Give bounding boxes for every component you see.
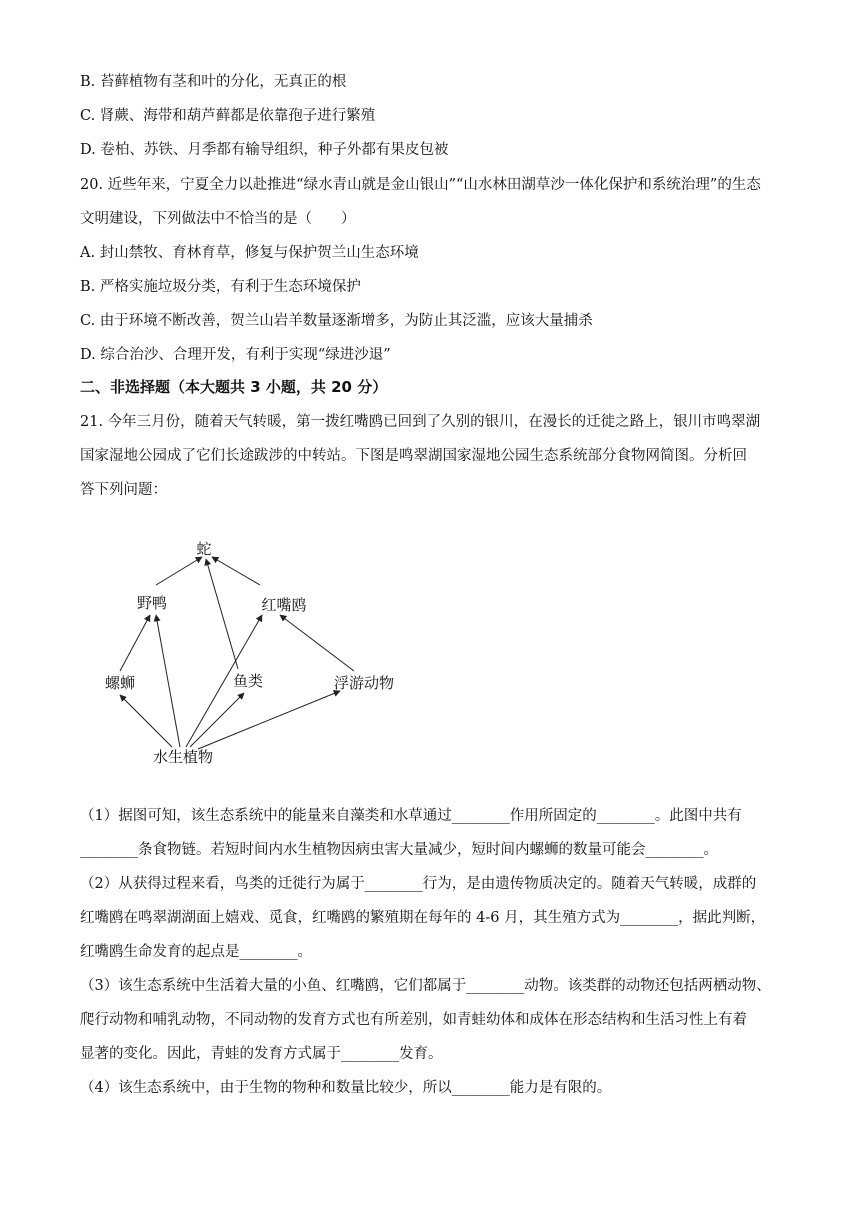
node-aquatic-plant: 水生植物 <box>152 748 214 766</box>
q21-part-2-line-3: 红嘴鸥生命发育的起点是________。 <box>80 944 312 960</box>
food-web-diagram <box>90 525 420 775</box>
q21-part-3-line-1: （3）该生态系统中生活着大量的小鱼、红嘴鸥，它们都属于________动物。该类群的动物还包括两栖动物、 <box>80 978 771 994</box>
q21-part-4-line-1: （4）该生态系统中，由于生物的物种和数量比较少，所以________能力是有限的。 <box>80 1080 612 1096</box>
question-21-line-3: 答下列问题： <box>80 482 167 498</box>
arrow-wild-duck-to-snake <box>156 557 202 585</box>
node-plankton: 浮游动物 <box>333 674 395 692</box>
node-wild-duck: 野鸭 <box>136 594 168 612</box>
arrow-plant-to-fish <box>190 693 244 747</box>
arrow-plant-to-snail <box>120 695 172 747</box>
section-title: 二、非选择题（本大题共 3 小题，共 20 分） <box>80 378 388 396</box>
arrow-gull-to-snake <box>212 557 260 585</box>
option-20c: C. 由于环境不断改善，贺兰山岩羊数量逐渐增多，为防止其泛滥，应该大量捕杀 <box>80 313 593 329</box>
node-fish: 鱼类 <box>232 672 264 690</box>
option-20a: A. 封山禁牧、育林育草，修复与保护贺兰山生态环境 <box>80 245 419 261</box>
node-snail: 螺蛳 <box>104 674 136 692</box>
node-snake: 蛇 <box>196 540 212 558</box>
option-19b: B. 苔藓植物有茎和叶的分化，无真正的根 <box>80 74 347 90</box>
arrow-plankton-to-gull <box>280 615 354 671</box>
question-20-line-2: 文明建设，下列做法中不恰当的是（ ） <box>80 211 356 227</box>
option-19d: D. 卷柏、苏铁、月季都有输导组织，种子外都有果皮包被 <box>80 142 449 158</box>
q21-part-1-line-2: ________条食物链。若短时间内水生植物因病虫害大量减少，短时间内螺蛳的数量可能会________。 <box>80 842 718 858</box>
node-gull: 红嘴鸥 <box>261 596 307 614</box>
q21-part-2-line-2: 红嘴鸥在鸣翠湖湖面上嬉戏、觅食，红嘴鸥的繁殖期在每年的 4-6 月，其生殖方式为________，据此判断， <box>80 910 766 926</box>
option-19c: C. 肾蕨、海带和葫芦藓都是依靠孢子进行繁殖 <box>80 108 376 124</box>
q21-part-3-line-2: 爬行动物和哺乳动物，不同动物的发育方式也有所差别，如青蛙幼体和成体在形态结构和生活习性上有着 <box>80 1012 747 1028</box>
q21-part-2-line-1: （2）从获得过程来看，鸟类的迁徙行为属于________行为，是由遗传物质决定的。随着天气转暖，成群的 <box>80 876 757 892</box>
arrow-fish-to-snake <box>206 559 238 669</box>
q21-part-3-line-3: 显著的变化。因此，青蛙的发育方式属于________发育。 <box>80 1046 443 1062</box>
question-21-line-2: 国家湿地公园成了它们长途跋涉的中转站。下图是鸣翠湖国家湿地公园生态系统部分食物网简图。分析回 <box>80 448 747 464</box>
question-21-line-1: 21. 今年三月份，随着天气转暖，第一拨红嘴鸥已回到了久别的银川，在漫长的迁徙之路上，银川市鸣翠湖 <box>80 414 761 430</box>
arrow-plant-to-wild-duck <box>156 615 180 747</box>
question-20-line-1: 20. 近些年来，宁夏全力以赴推进“绿水青山就是金山银山”“山水林田湖草沙一体化保护和系统治理”的生态 <box>80 177 761 193</box>
arrow-snail-to-wild-duck <box>120 615 150 671</box>
option-20b: B. 严格实施垃圾分类，有利于生态环境保护 <box>80 279 361 295</box>
q21-part-1-line-1: （1）据图可知，该生态系统中的能量来自藻类和水草通过________作用所固定的________。此图中共有 <box>80 808 742 824</box>
option-20d: D. 综合治沙、合理开发，有利于实现“绿进沙退” <box>80 347 391 363</box>
arrow-plant-to-plankton <box>198 691 340 749</box>
